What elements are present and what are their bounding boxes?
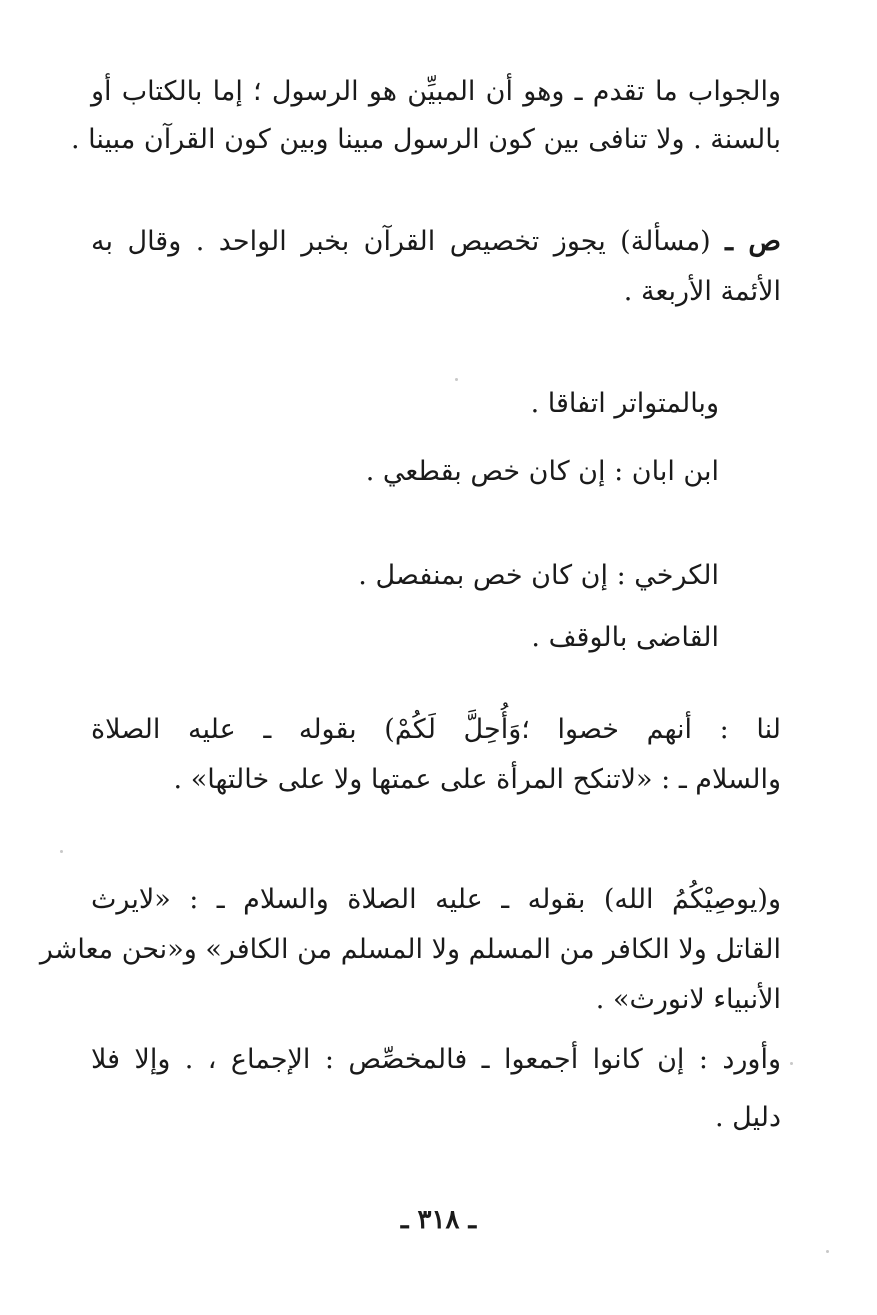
paragraph-1-line-2: بالسنة . ولا تنافى بين كون الرسول مبينا وبين كون القرآن مبينا .: [71, 124, 781, 155]
paragraph-5-line-1: الكرخي : إن كان خص بمنفصل .: [358, 560, 719, 591]
scan-speck: [60, 850, 63, 853]
paragraph-6-line-1: القاضى بالوقف .: [531, 622, 719, 653]
scan-speck: [826, 1250, 829, 1253]
scan-speck: [455, 378, 458, 381]
paragraph-7-line-2: والسلام ـ : «لاتنكح المرأة على عمتها ولا على خالتها» .: [173, 764, 781, 795]
paragraph-8-line-2: القاتل ولا الكافر من المسلم ولا المسلم من الكافر» و«نحن معاشر: [39, 934, 781, 965]
paragraph-8-line-1: و(يوصِيْكُمُ الله) بقوله ـ عليه الصلاة والسلام ـ : «لايرث: [91, 884, 781, 915]
scan-speck: [790, 1062, 793, 1065]
paragraph-9-line-2: دليل .: [714, 1102, 781, 1133]
paragraph-9-line-1: وأورد : إن كانوا أجمعوا ـ فالمخصِّص : الإجماع ، . وإلا فلا: [91, 1044, 781, 1075]
paragraph-2-line-1-text: (مسألة) يجوز تخصيص القرآن بخبر الواحد . وقال به: [91, 226, 726, 257]
paragraph-2-line-1: [91, 222, 781, 262]
page-number: ـ ٣١٨ ـ: [400, 1205, 477, 1235]
paragraph-7-line-1: لنا : أنهم خصوا ؛وَأُحِلَّ لَكُمْ) بقوله ـ عليه الصلاة: [91, 714, 781, 745]
paragraph-4-line-1: ابن ابان : إن كان خص بقطعي .: [365, 456, 719, 487]
paragraph-8-line-3: الأنبياء لانورث» .: [595, 984, 781, 1015]
paragraph-2-line-2: الأئمة الأربعة .: [623, 276, 781, 307]
paragraph-3-line-1: وبالمتواتر اتفاقا .: [530, 388, 719, 419]
section-marker: ص ـ: [725, 226, 781, 257]
paragraph-1-line-1: والجواب ما تقدم ـ وهو أن المبيِّن هو الرسول ؛ إما بالكتاب أو: [91, 76, 781, 107]
